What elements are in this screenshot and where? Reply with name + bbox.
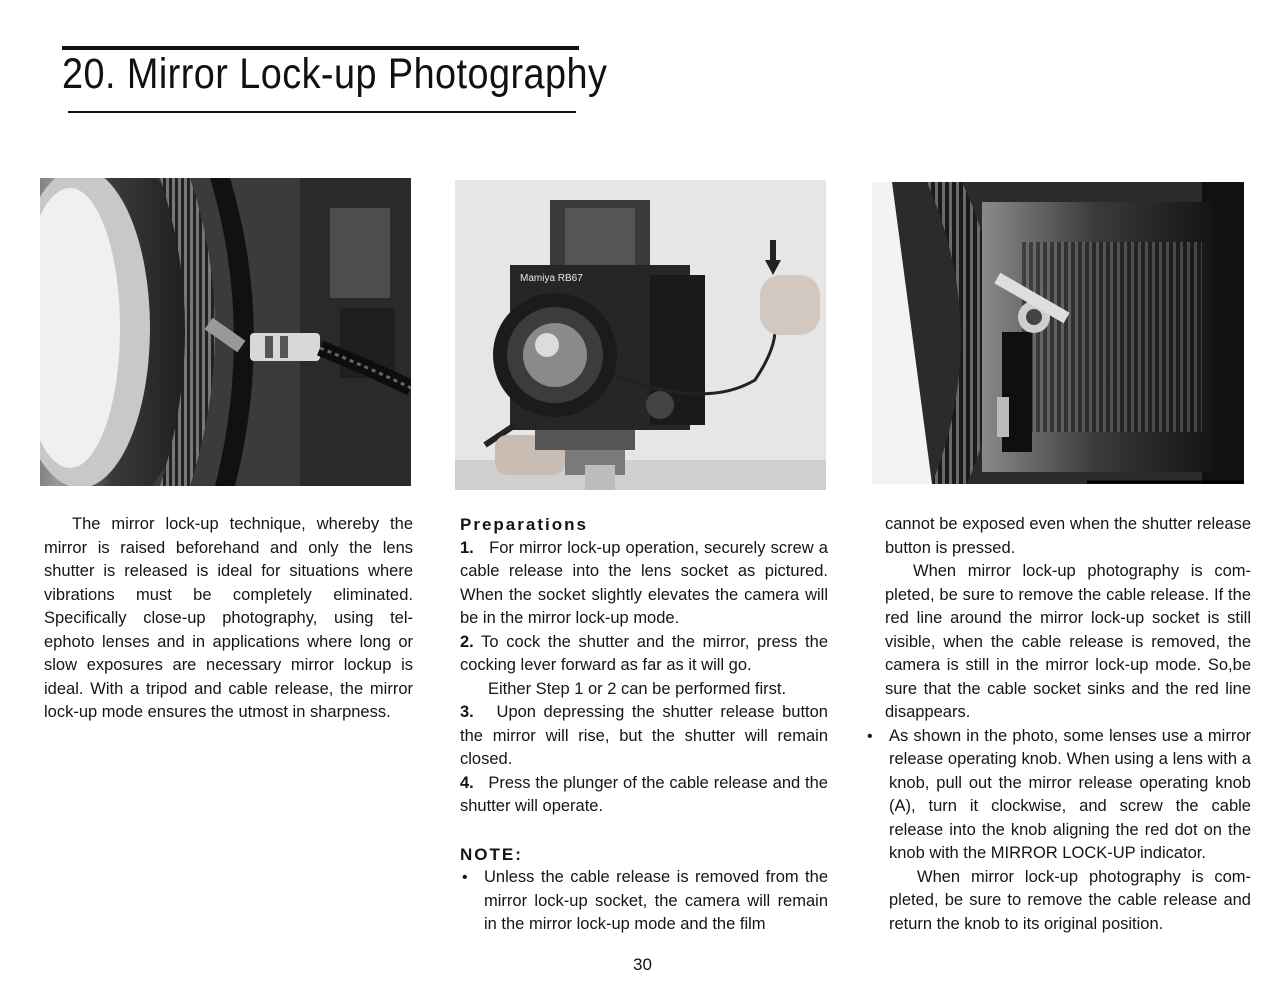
step-4-text: Press the plunger of the cable release and the shutter will operate. — [460, 773, 828, 815]
photo-lens-release-knob — [872, 182, 1244, 484]
step-2 — [460, 631, 828, 678]
step-3-number: 3. — [460, 703, 474, 721]
camera-brand-label: Mamiya RB67 — [520, 273, 583, 284]
knob-bullet-item — [865, 725, 1251, 866]
step-4 — [460, 772, 828, 819]
step-1 — [460, 537, 828, 631]
step-3 — [460, 701, 828, 772]
bullet-dot-icon: • — [867, 727, 873, 745]
step-1-text: For mirror lock-up operation, securely screw a cable release into the lens socket as pictured. When the socket slightly elevates the camera will be in the mirror lock-up mode. — [460, 538, 828, 627]
photo-camera-on-tripod — [455, 180, 826, 490]
step-3-text: Upon depressing the shutter release button the mirror will rise, but the shutter will remain closed. — [460, 703, 828, 768]
continued-text: cannot be exposed even when the shutter release button is pressed. — [885, 515, 1251, 557]
page-title: 20. Mirror Lock-up Photography — [62, 50, 608, 98]
title-bottom-rule — [68, 111, 576, 113]
step-2-number: 2. — [460, 632, 474, 651]
step-4-number: 4. — [460, 773, 474, 792]
note-heading: NOTE: — [460, 844, 523, 864]
continued-column — [867, 513, 1251, 936]
preparations-column — [460, 513, 828, 937]
knob-completion-paragraph: When mirror lock-up photography is com-pleted, be sure to remove the cable release and return the knob to its original position. — [889, 867, 1251, 933]
bullet-dot-icon: • — [462, 869, 468, 886]
photo-lens-cable-closeup — [40, 178, 411, 486]
intro-paragraph: The mirror lock-up technique, whereby the mirror is raised beforehand and only the lens shutter is released is ideal for situations where vibrations must be completely eliminated. Specifically close-up photography, using tel-ephoto lenses and in applications where long or slow exposures are necessary mirror lockup is ideal. With a tripod and cable release, the mirror lock-up mode ensures the utmost in sharpness. — [44, 515, 413, 721]
note-bullet-item — [460, 866, 828, 937]
either-step-note: Either Step 1 or 2 can be performed first. — [488, 679, 787, 698]
step-1-number: 1. — [460, 538, 474, 557]
page-number: 30 — [633, 955, 652, 974]
step-2-text: To cock the shutter and the mirror, press the cocking lever forward as far as it will go. — [460, 632, 828, 674]
intro-column — [44, 513, 413, 725]
completion-paragraph: When mirror lock-up photography is com-pleted, be sure to remove the cable release. If the red line around the mirror lock-up socket is still visible, when the cable release is removed, the camera is still in the mirror lock-up mode. So,be sure that the cable socket sinks and the red line disappears. — [885, 562, 1251, 721]
knob-text: As shown in the photo, some lenses use a mirror release operating knob. When using a lens with a knob, pull out the mirror release operating knob (A), turn it clockwise, and screw the cable release into the knob aligning the red dot on the knob with the MIRROR LOCK-UP indicator. — [889, 726, 1251, 862]
note-text: Unless the cable release is removed from the mirror lock-up socket, the camera will remain in the mirror lock-up mode and the film — [484, 868, 828, 933]
preparations-heading: Preparations — [460, 515, 588, 534]
